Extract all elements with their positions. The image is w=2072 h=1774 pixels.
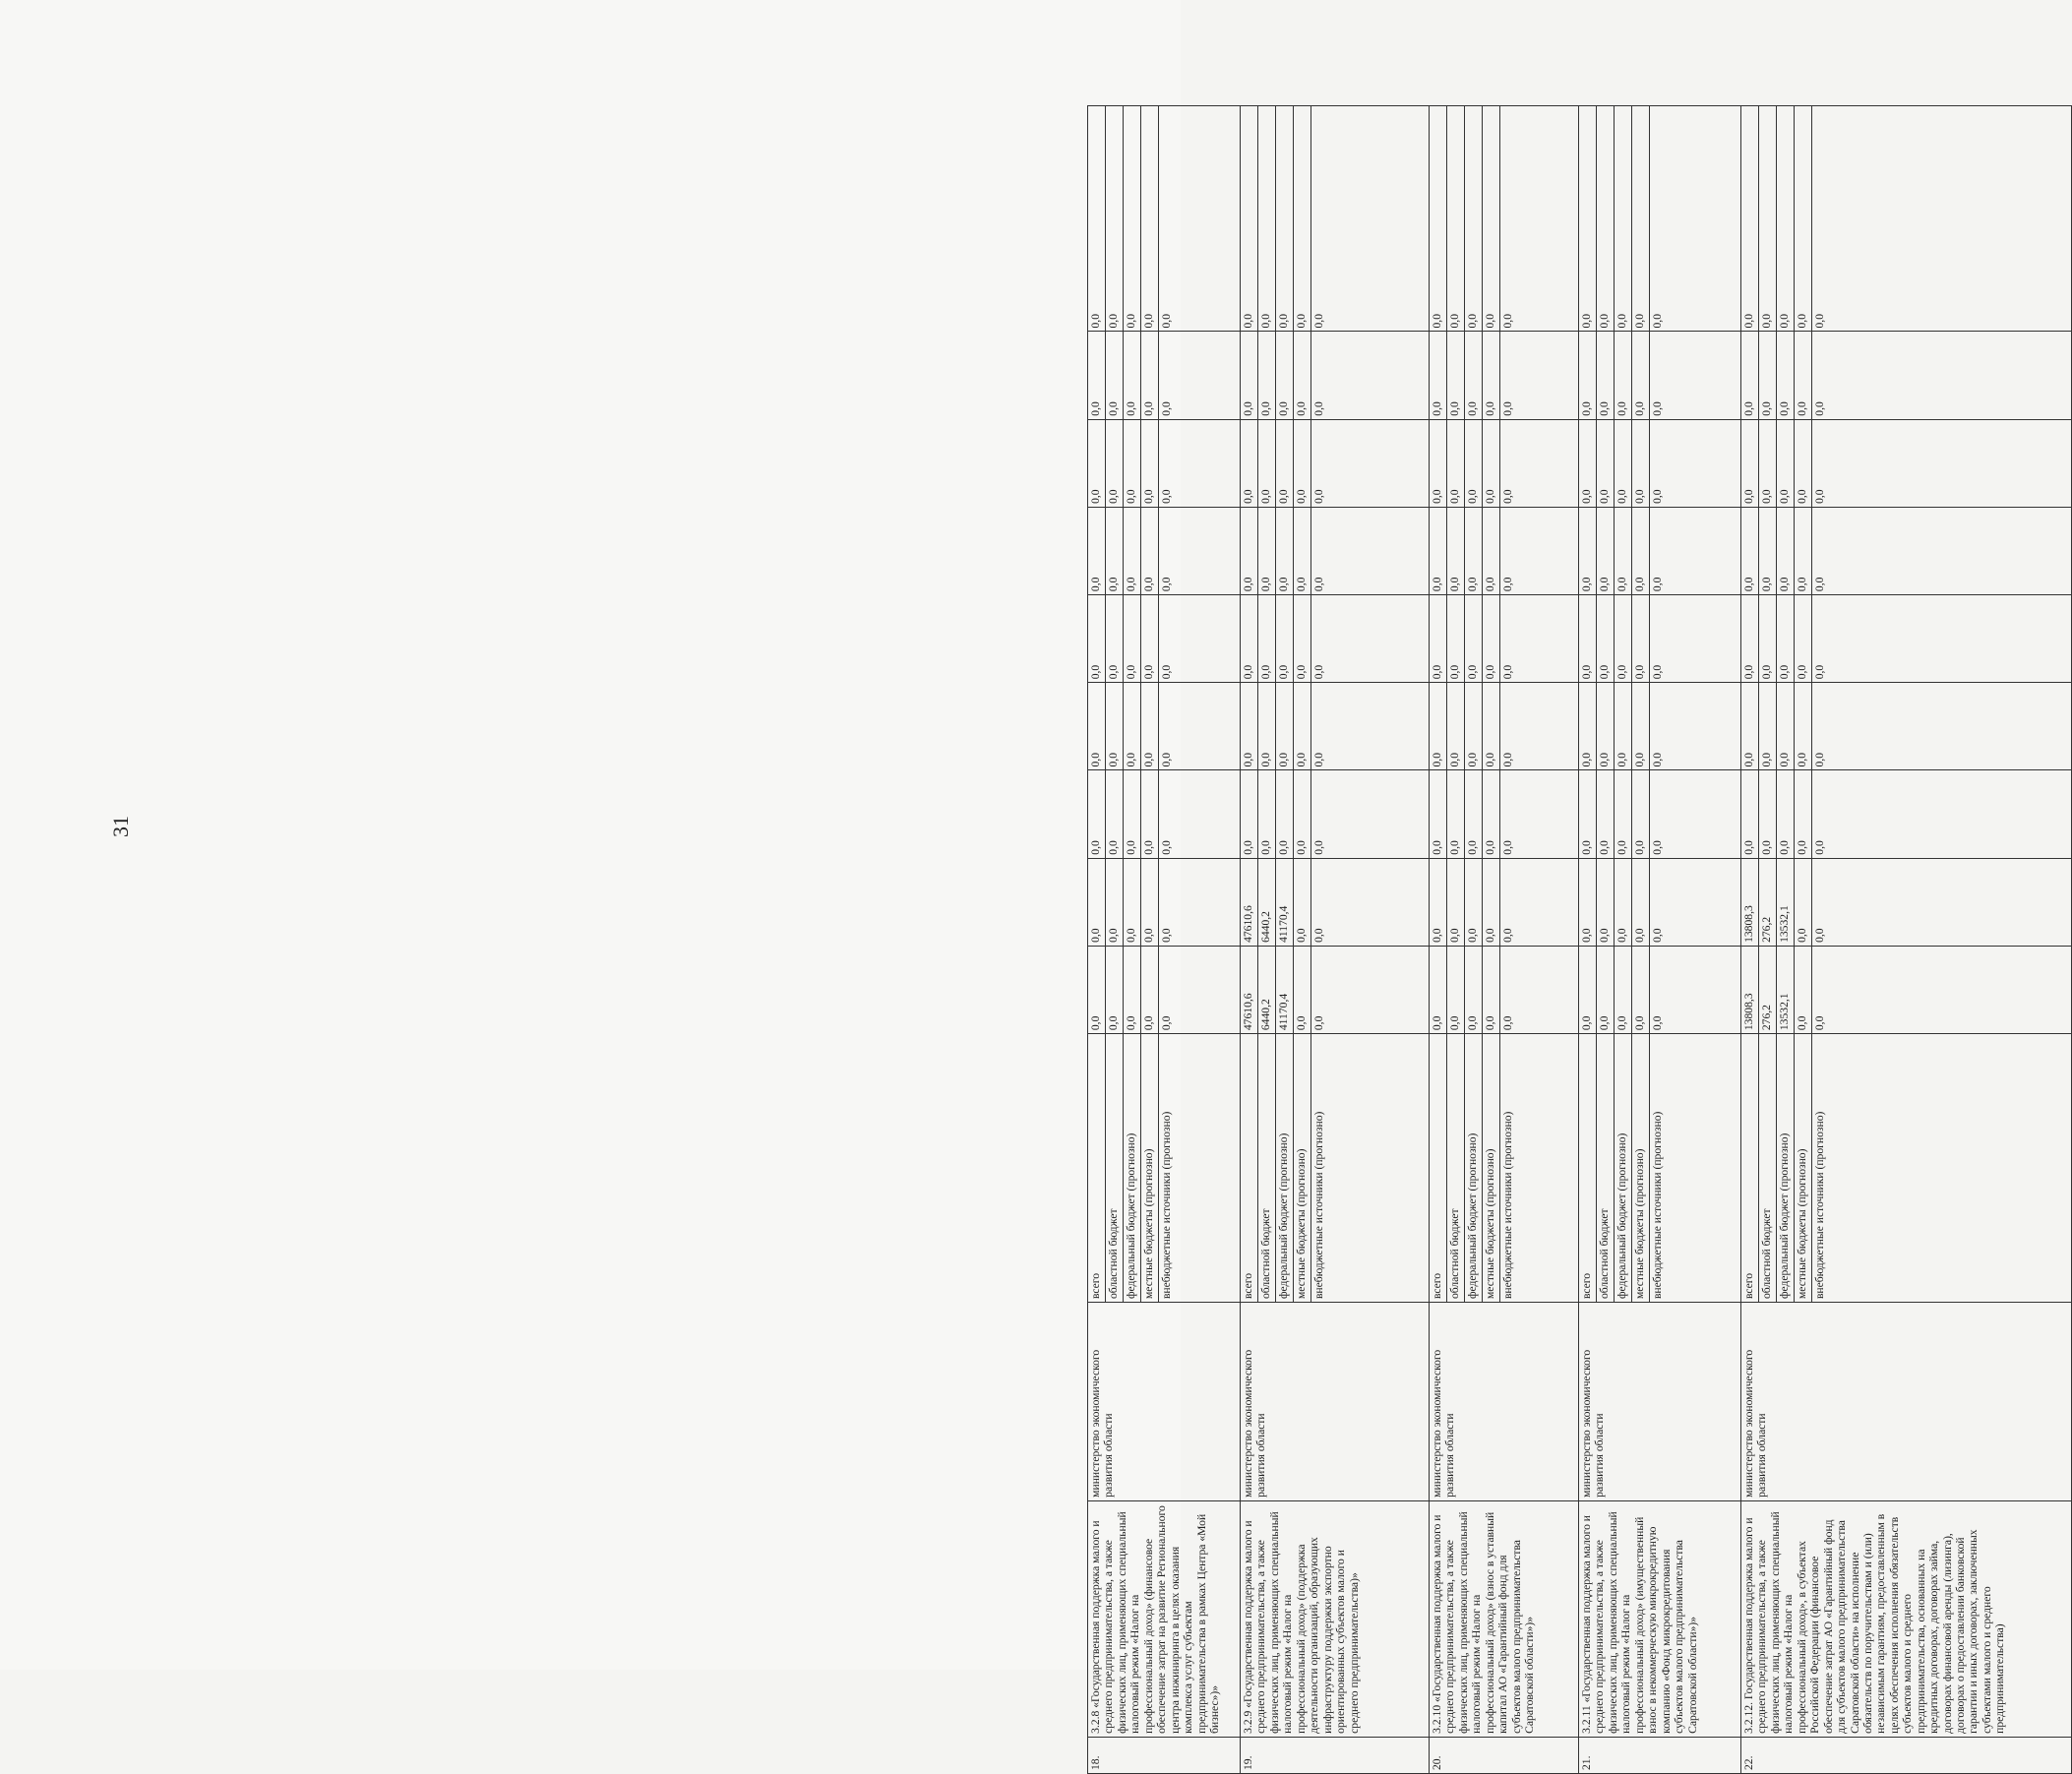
funding-source-label: внебюджетные источники (прогнозно) <box>1500 1034 1579 1303</box>
amount-cell: 0,0 <box>1294 332 1311 419</box>
amount-cell: 0,0 <box>1579 770 1597 858</box>
amount-cell: 0,0 <box>1258 770 1276 858</box>
amount-cell: 0,0 <box>1241 595 1258 683</box>
amount-cell: 0,0 <box>1430 419 1447 507</box>
amount-cell: 0,0 <box>1579 332 1597 419</box>
amount-cell: 0,0 <box>1430 858 1447 946</box>
amount-cell: 0,0 <box>1741 683 1759 770</box>
funding-source-label: федеральный бюджет (прогнозно) <box>1124 1034 1141 1303</box>
funding-source-label: федеральный бюджет (прогнозно) <box>1465 1034 1483 1303</box>
amount-cell: 0,0 <box>1483 106 1500 332</box>
amount-cell: 0,0 <box>1294 946 1311 1033</box>
amount-cell: 0,0 <box>1141 106 1159 332</box>
amount-cell: 0,0 <box>1483 770 1500 858</box>
table-row <box>1741 106 1759 1774</box>
amount-cell: 0,0 <box>1430 106 1447 332</box>
amount-cell: 0,0 <box>1650 332 1741 419</box>
amount-cell: 0,0 <box>1430 595 1447 683</box>
executor-name: министерство экономического развития области <box>1741 1303 2072 1501</box>
amount-cell: 41170,4 <box>1276 946 1294 1033</box>
amount-cell: 0,0 <box>1795 946 1812 1033</box>
amount-cell: 0,0 <box>1088 106 1106 332</box>
amount-cell: 0,0 <box>1812 770 2072 858</box>
amount-cell: 276,2 <box>1759 858 1777 946</box>
amount-cell: 0,0 <box>1447 946 1465 1033</box>
amount-cell: 0,0 <box>1500 683 1579 770</box>
amount-cell: 47610,6 <box>1241 946 1258 1033</box>
amount-cell: 0,0 <box>1465 332 1483 419</box>
amount-cell: 0,0 <box>1812 106 2072 332</box>
funding-source-label: областной бюджет <box>1106 1034 1124 1303</box>
amount-cell: 0,0 <box>1141 595 1159 683</box>
amount-cell: 0,0 <box>1500 419 1579 507</box>
amount-cell: 0,0 <box>1311 946 1430 1033</box>
amount-cell: 0,0 <box>1258 419 1276 507</box>
rotated-table-wrapper <box>1087 105 2007 1774</box>
amount-cell: 0,0 <box>1106 770 1124 858</box>
amount-cell: 0,0 <box>1311 419 1430 507</box>
amount-cell: 0,0 <box>1311 106 1430 332</box>
row-number: 22. <box>1741 1737 2072 1773</box>
amount-cell: 0,0 <box>1465 946 1483 1033</box>
amount-cell: 0,0 <box>1465 858 1483 946</box>
amount-cell: 0,0 <box>1447 419 1465 507</box>
amount-cell: 0,0 <box>1124 946 1141 1033</box>
amount-cell: 0,0 <box>1241 683 1258 770</box>
page-number: 31 <box>108 816 133 837</box>
table-row <box>1241 106 1258 1774</box>
amount-cell: 0,0 <box>1106 106 1124 332</box>
amount-cell: 0,0 <box>1159 858 1241 946</box>
amount-cell: 0,0 <box>1258 332 1276 419</box>
amount-cell: 0,0 <box>1124 106 1141 332</box>
amount-cell: 0,0 <box>1159 595 1241 683</box>
measure-name: 3.2.11 «Государственная поддержка малого и среднего предпринимательства, а также физических лиц, применяющих специальный налоговый режим «Налог на профессиональный доход» (имущественный взнос в некоммерческую микрокредитную компанию «Фонд микрокредитования субъектов малого предпринимательства Саратовской области»)» <box>1579 1500 1741 1737</box>
amount-cell: 0,0 <box>1106 507 1124 594</box>
amount-cell: 0,0 <box>1241 332 1258 419</box>
amount-cell: 0,0 <box>1597 683 1615 770</box>
amount-cell: 0,0 <box>1615 770 1632 858</box>
amount-cell: 0,0 <box>1777 106 1795 332</box>
amount-cell: 0,0 <box>1795 106 1812 332</box>
amount-cell: 0,0 <box>1430 683 1447 770</box>
amount-cell: 0,0 <box>1500 858 1579 946</box>
amount-cell: 0,0 <box>1777 332 1795 419</box>
amount-cell: 0,0 <box>1294 595 1311 683</box>
amount-cell: 0,0 <box>1597 507 1615 594</box>
amount-cell: 0,0 <box>1483 946 1500 1033</box>
amount-cell: 0,0 <box>1615 595 1632 683</box>
amount-cell: 0,0 <box>1311 332 1430 419</box>
table-body <box>1088 106 2072 1774</box>
amount-cell: 0,0 <box>1483 507 1500 594</box>
amount-cell: 0,0 <box>1159 419 1241 507</box>
funding-source-label: местные бюджеты (прогнозно) <box>1141 1034 1159 1303</box>
amount-cell: 0,0 <box>1500 770 1579 858</box>
amount-cell: 0,0 <box>1141 858 1159 946</box>
amount-cell: 0,0 <box>1597 332 1615 419</box>
funding-source-label: всего <box>1741 1034 1759 1303</box>
amount-cell: 0,0 <box>1106 332 1124 419</box>
amount-cell: 0,0 <box>1241 507 1258 594</box>
amount-cell: 0,0 <box>1615 332 1632 419</box>
amount-cell: 0,0 <box>1597 946 1615 1033</box>
funding-source-label: внебюджетные источники (прогнозно) <box>1159 1034 1241 1303</box>
table-row <box>1088 106 1106 1774</box>
amount-cell: 0,0 <box>1276 770 1294 858</box>
amount-cell: 0,0 <box>1795 332 1812 419</box>
amount-cell: 0,0 <box>1795 419 1812 507</box>
measure-name: 3.2.10 «Государственная поддержка малого и среднего предпринимательства, а также физических лиц, применяющих специальный налоговый режим «Налог на профессиональный доход» (взнос в уставный капитал АО «Гарантийный фонд для субъектов малого предпринимательства Саратовской области»)» <box>1430 1500 1579 1737</box>
amount-cell: 0,0 <box>1294 683 1311 770</box>
amount-cell: 0,0 <box>1276 507 1294 594</box>
amount-cell: 0,0 <box>1465 770 1483 858</box>
amount-cell: 0,0 <box>1615 683 1632 770</box>
amount-cell: 0,0 <box>1597 106 1615 332</box>
amount-cell: 0,0 <box>1088 419 1106 507</box>
amount-cell: 0,0 <box>1632 595 1650 683</box>
amount-cell: 0,0 <box>1088 946 1106 1033</box>
funding-source-label: внебюджетные источники (прогнозно) <box>1311 1034 1430 1303</box>
amount-cell: 0,0 <box>1741 419 1759 507</box>
amount-cell: 0,0 <box>1124 332 1141 419</box>
amount-cell: 0,0 <box>1500 332 1579 419</box>
amount-cell: 0,0 <box>1088 770 1106 858</box>
amount-cell: 0,0 <box>1812 946 2072 1033</box>
amount-cell: 0,0 <box>1088 683 1106 770</box>
funding-source-label: федеральный бюджет (прогнозно) <box>1777 1034 1795 1303</box>
row-number: 21. <box>1579 1737 1741 1773</box>
amount-cell: 0,0 <box>1500 507 1579 594</box>
amount-cell: 0,0 <box>1124 683 1141 770</box>
amount-cell: 0,0 <box>1159 770 1241 858</box>
amount-cell: 0,0 <box>1430 946 1447 1033</box>
funding-source-label: областной бюджет <box>1258 1034 1276 1303</box>
amount-cell: 13808,3 <box>1741 858 1759 946</box>
amount-cell: 0,0 <box>1258 683 1276 770</box>
amount-cell: 0,0 <box>1088 332 1106 419</box>
executor-name: министерство экономического развития области <box>1579 1303 1741 1501</box>
amount-cell: 0,0 <box>1777 507 1795 594</box>
executor-name: министерство экономического развития области <box>1430 1303 1579 1501</box>
amount-cell: 0,0 <box>1430 332 1447 419</box>
funding-source-label: внебюджетные источники (прогнозно) <box>1650 1034 1741 1303</box>
amount-cell: 0,0 <box>1294 858 1311 946</box>
amount-cell: 0,0 <box>1258 595 1276 683</box>
amount-cell: 0,0 <box>1759 507 1777 594</box>
amount-cell: 0,0 <box>1795 858 1812 946</box>
funding-source-label: местные бюджеты (прогнозно) <box>1294 1034 1311 1303</box>
amount-cell: 0,0 <box>1759 419 1777 507</box>
amount-cell: 0,0 <box>1311 770 1430 858</box>
amount-cell: 13532,1 <box>1777 858 1795 946</box>
amount-cell: 0,0 <box>1579 946 1597 1033</box>
amount-cell: 0,0 <box>1124 858 1141 946</box>
amount-cell: 0,0 <box>1795 507 1812 594</box>
amount-cell: 0,0 <box>1311 507 1430 594</box>
amount-cell: 0,0 <box>1650 946 1741 1033</box>
amount-cell: 0,0 <box>1615 106 1632 332</box>
amount-cell: 0,0 <box>1447 858 1465 946</box>
amount-cell: 0,0 <box>1447 770 1465 858</box>
amount-cell: 0,0 <box>1650 770 1741 858</box>
amount-cell: 0,0 <box>1812 858 2072 946</box>
amount-cell: 0,0 <box>1465 683 1483 770</box>
amount-cell: 0,0 <box>1447 595 1465 683</box>
amount-cell: 0,0 <box>1294 770 1311 858</box>
amount-cell: 0,0 <box>1447 332 1465 419</box>
amount-cell: 0,0 <box>1579 595 1597 683</box>
amount-cell: 0,0 <box>1447 507 1465 594</box>
amount-cell: 0,0 <box>1759 332 1777 419</box>
amount-cell: 0,0 <box>1311 595 1430 683</box>
amount-cell: 0,0 <box>1632 507 1650 594</box>
amount-cell: 0,0 <box>1159 507 1241 594</box>
measure-name: 3.2.12. Государственная поддержка малого и среднего предпринимательства, а также физических лиц, применяющих специальный налоговый режим «Налог на профессиональный доход», в субъектах Российской Федерации (финансовое обеспечение затрат АО «Гарантийный фонд для субъектов малого предпринимательства Саратовской области» на исполнение обязательств по поручительствам и (или) независимым гарантиям, предоставленным в целях обеспечения исполнения обязательств субъектов малого и среднего предпринимательства, основанных на кредитных договорах, договорах займа, договорах финансовой аренды (лизинга), договорах о предоставлении банковской гарантии и иных договорах, заключенных субъектами малого и среднего предпринимательства) <box>1741 1500 2072 1737</box>
amount-cell: 0,0 <box>1141 946 1159 1033</box>
amount-cell: 0,0 <box>1741 332 1759 419</box>
amount-cell: 0,0 <box>1597 595 1615 683</box>
amount-cell: 0,0 <box>1088 595 1106 683</box>
funding-source-label: областной бюджет <box>1759 1034 1777 1303</box>
funding-source-label: всего <box>1241 1034 1258 1303</box>
amount-cell: 0,0 <box>1483 683 1500 770</box>
amount-cell: 0,0 <box>1258 106 1276 332</box>
amount-cell: 0,0 <box>1812 332 2072 419</box>
amount-cell: 0,0 <box>1430 770 1447 858</box>
row-number: 19. <box>1241 1737 1430 1773</box>
amount-cell: 0,0 <box>1276 683 1294 770</box>
amount-cell: 0,0 <box>1632 683 1650 770</box>
amount-cell: 0,0 <box>1500 595 1579 683</box>
amount-cell: 0,0 <box>1124 419 1141 507</box>
amount-cell: 0,0 <box>1650 595 1741 683</box>
amount-cell: 0,0 <box>1159 683 1241 770</box>
amount-cell: 0,0 <box>1294 106 1311 332</box>
amount-cell: 0,0 <box>1311 683 1430 770</box>
amount-cell: 0,0 <box>1124 770 1141 858</box>
row-number: 20. <box>1430 1737 1579 1773</box>
amount-cell: 0,0 <box>1294 419 1311 507</box>
amount-cell: 6440,2 <box>1258 946 1276 1033</box>
amount-cell: 0,0 <box>1106 683 1124 770</box>
funding-source-label: областной бюджет <box>1447 1034 1465 1303</box>
amount-cell: 0,0 <box>1241 770 1258 858</box>
table-row <box>1579 106 1597 1774</box>
row-number: 18. <box>1088 1737 1241 1773</box>
funding-source-label: всего <box>1579 1034 1597 1303</box>
amount-cell: 0,0 <box>1465 106 1483 332</box>
amount-cell: 0,0 <box>1597 770 1615 858</box>
amount-cell: 0,0 <box>1106 858 1124 946</box>
amount-cell: 0,0 <box>1812 595 2072 683</box>
amount-cell: 0,0 <box>1759 770 1777 858</box>
amount-cell: 0,0 <box>1759 683 1777 770</box>
amount-cell: 0,0 <box>1615 946 1632 1033</box>
executor-name: министерство экономического развития области <box>1088 1303 1241 1501</box>
amount-cell: 0,0 <box>1159 106 1241 332</box>
executor-name: министерство экономического развития области <box>1241 1303 1430 1501</box>
amount-cell: 0,0 <box>1106 595 1124 683</box>
funding-source-label: федеральный бюджет (прогнозно) <box>1615 1034 1632 1303</box>
amount-cell: 0,0 <box>1483 595 1500 683</box>
funding-source-label: местные бюджеты (прогнозно) <box>1632 1034 1650 1303</box>
amount-cell: 0,0 <box>1650 106 1741 332</box>
amount-cell: 0,0 <box>1241 106 1258 332</box>
measure-name: 3.2.9 «Государственная поддержка малого и среднего предпринимательства, а также физических лиц, применяющих специальный налоговый режим «Налог на профессиональный доход» (поддержка деятельности организаций, образующих инфраструктуру поддержки экспортно ориентированных субъектов малого и среднего предпринимательства)» <box>1241 1500 1430 1737</box>
amount-cell: 0,0 <box>1294 507 1311 594</box>
funding-source-label: областной бюджет <box>1597 1034 1615 1303</box>
amount-cell: 0,0 <box>1141 507 1159 594</box>
amount-cell: 0,0 <box>1258 507 1276 594</box>
measure-name: 3.2.8 «Государственная поддержка малого и среднего предпринимательства, а также физических лиц, применяющих специальный налоговый режим «Налог на профессиональный доход» (финансовое обеспечение затрат на развитие Регионального центра инжиниринга в целях оказания комплекса услуг субъектам предпринимательства в рамках Центра «Мой бизнес»)» <box>1088 1500 1241 1737</box>
amount-cell: 0,0 <box>1483 858 1500 946</box>
amount-cell: 0,0 <box>1741 106 1759 332</box>
amount-cell: 41170,4 <box>1276 858 1294 946</box>
amount-cell: 0,0 <box>1615 858 1632 946</box>
amount-cell: 0,0 <box>1276 332 1294 419</box>
amount-cell: 0,0 <box>1430 507 1447 594</box>
amount-cell: 0,0 <box>1465 507 1483 594</box>
amount-cell: 276,2 <box>1759 946 1777 1033</box>
funding-table <box>1087 105 2072 1774</box>
amount-cell: 0,0 <box>1276 419 1294 507</box>
amount-cell: 0,0 <box>1579 683 1597 770</box>
amount-cell: 0,0 <box>1124 595 1141 683</box>
amount-cell: 0,0 <box>1141 332 1159 419</box>
amount-cell: 0,0 <box>1632 858 1650 946</box>
amount-cell: 0,0 <box>1741 507 1759 594</box>
amount-cell: 0,0 <box>1106 419 1124 507</box>
amount-cell: 13808,3 <box>1741 946 1759 1033</box>
amount-cell: 13532,1 <box>1777 946 1795 1033</box>
amount-cell: 0,0 <box>1447 683 1465 770</box>
amount-cell: 0,0 <box>1447 106 1465 332</box>
funding-source-label: местные бюджеты (прогнозно) <box>1483 1034 1500 1303</box>
amount-cell: 0,0 <box>1650 683 1741 770</box>
amount-cell: 0,0 <box>1276 106 1294 332</box>
amount-cell: 0,0 <box>1311 858 1430 946</box>
amount-cell: 0,0 <box>1777 595 1795 683</box>
amount-cell: 0,0 <box>1759 106 1777 332</box>
amount-cell: 0,0 <box>1777 419 1795 507</box>
amount-cell: 0,0 <box>1632 106 1650 332</box>
amount-cell: 0,0 <box>1124 507 1141 594</box>
amount-cell: 0,0 <box>1500 106 1579 332</box>
funding-source-label: всего <box>1430 1034 1447 1303</box>
amount-cell: 0,0 <box>1241 419 1258 507</box>
amount-cell: 0,0 <box>1632 419 1650 507</box>
amount-cell: 0,0 <box>1795 770 1812 858</box>
amount-cell: 0,0 <box>1579 106 1597 332</box>
amount-cell: 0,0 <box>1812 683 2072 770</box>
amount-cell: 0,0 <box>1483 419 1500 507</box>
amount-cell: 0,0 <box>1465 595 1483 683</box>
amount-cell: 0,0 <box>1465 419 1483 507</box>
amount-cell: 0,0 <box>1795 683 1812 770</box>
amount-cell: 0,0 <box>1632 946 1650 1033</box>
amount-cell: 6440,2 <box>1258 858 1276 946</box>
amount-cell: 0,0 <box>1106 946 1124 1033</box>
amount-cell: 0,0 <box>1579 507 1597 594</box>
amount-cell: 0,0 <box>1632 770 1650 858</box>
amount-cell: 0,0 <box>1088 507 1106 594</box>
amount-cell: 0,0 <box>1759 595 1777 683</box>
amount-cell: 0,0 <box>1615 507 1632 594</box>
amount-cell: 0,0 <box>1483 332 1500 419</box>
amount-cell: 0,0 <box>1632 332 1650 419</box>
amount-cell: 0,0 <box>1795 595 1812 683</box>
amount-cell: 0,0 <box>1088 858 1106 946</box>
amount-cell: 0,0 <box>1159 332 1241 419</box>
funding-source-label: местные бюджеты (прогнозно) <box>1795 1034 1812 1303</box>
amount-cell: 0,0 <box>1741 770 1759 858</box>
amount-cell: 0,0 <box>1615 419 1632 507</box>
amount-cell: 0,0 <box>1812 507 2072 594</box>
amount-cell: 0,0 <box>1777 683 1795 770</box>
amount-cell: 0,0 <box>1650 858 1741 946</box>
funding-source-label: всего <box>1088 1034 1106 1303</box>
amount-cell: 0,0 <box>1276 595 1294 683</box>
funding-source-label: федеральный бюджет (прогнозно) <box>1276 1034 1294 1303</box>
amount-cell: 0,0 <box>1597 858 1615 946</box>
amount-cell: 0,0 <box>1650 507 1741 594</box>
amount-cell: 0,0 <box>1812 419 2072 507</box>
amount-cell: 47610,6 <box>1241 858 1258 946</box>
amount-cell: 0,0 <box>1141 770 1159 858</box>
amount-cell: 0,0 <box>1579 858 1597 946</box>
amount-cell: 0,0 <box>1141 683 1159 770</box>
amount-cell: 0,0 <box>1777 770 1795 858</box>
table-row <box>1430 106 1447 1774</box>
amount-cell: 0,0 <box>1650 419 1741 507</box>
amount-cell: 0,0 <box>1741 595 1759 683</box>
amount-cell: 0,0 <box>1159 946 1241 1033</box>
amount-cell: 0,0 <box>1579 419 1597 507</box>
amount-cell: 0,0 <box>1597 419 1615 507</box>
amount-cell: 0,0 <box>1500 946 1579 1033</box>
amount-cell: 0,0 <box>1141 419 1159 507</box>
funding-source-label: внебюджетные источники (прогнозно) <box>1812 1034 2072 1303</box>
